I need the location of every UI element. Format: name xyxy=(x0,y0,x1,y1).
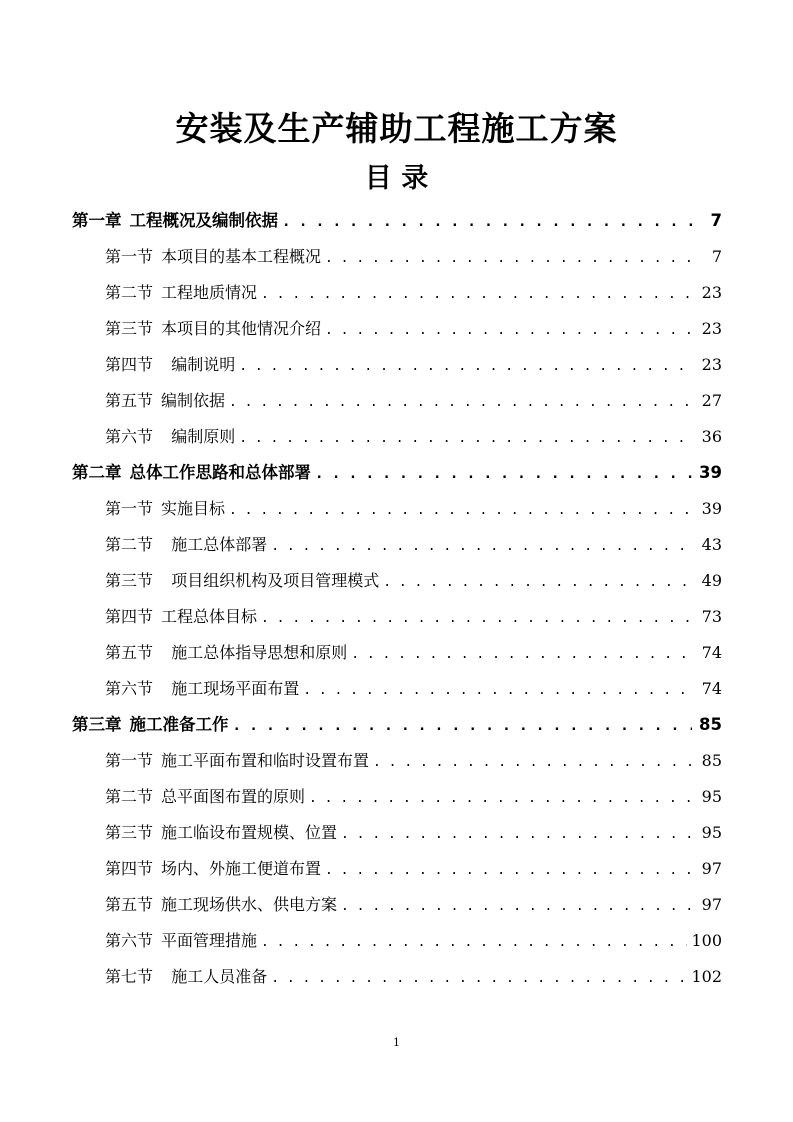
toc-entry-title: 总体工作思路和总体部署 xyxy=(129,463,311,482)
toc-chapter-entry[interactable] xyxy=(72,711,722,739)
toc-section-entry[interactable] xyxy=(105,567,722,595)
toc-entry-number: 第二章 xyxy=(72,463,122,482)
toc-dot-leader xyxy=(383,569,692,595)
toc-dot-leader xyxy=(325,857,692,883)
toc-entry-title: 编制依据 xyxy=(161,391,226,410)
toc-entry-page: 102 xyxy=(691,967,722,986)
toc-entry-text xyxy=(105,675,299,703)
toc-entry-text xyxy=(72,711,229,739)
toc-section-entry[interactable] xyxy=(105,783,722,811)
toc-entry-text xyxy=(105,423,235,451)
toc-entry-number: 第五节 xyxy=(105,643,154,662)
toc-entry-page: 74 xyxy=(701,643,722,662)
toc-section-entry[interactable] xyxy=(105,927,722,955)
toc-entry-number: 第四节 xyxy=(105,355,154,374)
toc-entry-text xyxy=(72,459,311,487)
toc-entry-title: 工程地质情况 xyxy=(161,283,258,302)
toc-entry-text xyxy=(105,279,257,307)
toc-section-entry[interactable] xyxy=(105,855,722,883)
toc-entry-page: 43 xyxy=(701,535,722,554)
toc-entry-title: 本项目的其他情况介绍 xyxy=(161,319,322,338)
toc-section-entry[interactable] xyxy=(105,495,722,523)
toc-dot-leader xyxy=(315,460,692,487)
toc-section-entry[interactable] xyxy=(105,963,722,991)
toc-entry-page: 73 xyxy=(701,607,722,626)
toc-entry-title: 编制说明 xyxy=(161,355,236,374)
toc-entry-title: 编制原则 xyxy=(161,427,236,446)
toc-entry-number: 第四节 xyxy=(105,607,154,626)
toc-entry-text xyxy=(105,819,337,847)
toc-entry-page: 23 xyxy=(701,355,722,374)
toc-section-entry[interactable] xyxy=(105,639,722,667)
toc-entry-number: 第三节 xyxy=(105,571,154,590)
toc-entry-page: 95 xyxy=(701,787,722,806)
toc-section-entry[interactable] xyxy=(105,891,722,919)
toc-entry-text xyxy=(105,783,305,811)
toc-dot-leader xyxy=(229,497,692,523)
toc-entry-page: 97 xyxy=(701,859,722,878)
page-number: 1 xyxy=(393,1036,400,1049)
toc-section-entry[interactable] xyxy=(105,387,722,415)
toc-entry-number: 第五节 xyxy=(105,895,154,914)
toc-entry-page: 36 xyxy=(701,427,722,446)
toc-chapter-entry[interactable] xyxy=(72,207,722,235)
toc-entry-title: 施工人员准备 xyxy=(161,967,268,986)
toc-entry-page: 39 xyxy=(699,463,722,482)
toc-section-entry[interactable] xyxy=(105,603,722,631)
toc-chapter-entry[interactable] xyxy=(72,459,722,487)
toc-entry-text xyxy=(105,495,225,523)
toc-entry-page: 7 xyxy=(711,247,722,266)
toc-dot-leader xyxy=(373,749,692,775)
document-title: 安装及生产辅助工程施工方案 xyxy=(175,109,618,148)
toc-entry-text xyxy=(105,531,267,559)
toc-entry-page: 100 xyxy=(691,931,722,950)
toc-entry-page: 95 xyxy=(701,823,722,842)
toc-entry-number: 第一节 xyxy=(105,499,154,518)
toc-entry-page: 23 xyxy=(701,319,722,338)
toc-entry-title: 施工临设布置规模、位置 xyxy=(161,823,338,842)
toc-entry-number: 第一节 xyxy=(105,751,154,770)
toc-dot-leader xyxy=(239,353,692,379)
toc-entry-text xyxy=(105,639,347,667)
toc-entry-title: 施工准备工作 xyxy=(129,715,229,734)
toc-entry-number: 第一章 xyxy=(72,211,122,230)
toc-entry-number: 第五节 xyxy=(105,391,154,410)
toc-entry-page: 23 xyxy=(701,283,722,302)
toc-entry-text xyxy=(105,351,235,379)
toc-entry-page: 7 xyxy=(710,211,722,230)
toc-dot-leader xyxy=(309,785,692,811)
toc-entry-text xyxy=(105,567,379,595)
toc-entry-text xyxy=(105,747,369,775)
toc-entry-title: 项目组织机构及项目管理模式 xyxy=(161,571,380,590)
toc-dot-leader xyxy=(233,712,693,739)
toc-entry-title: 平面管理措施 xyxy=(161,931,258,950)
toc-dot-leader xyxy=(282,208,692,235)
toc-section-entry[interactable] xyxy=(105,675,722,703)
toc-dot-leader xyxy=(271,533,692,559)
toc-entry-text xyxy=(105,387,225,415)
toc-entry-page: 85 xyxy=(699,715,722,734)
toc-dot-leader xyxy=(261,281,692,307)
toc-entry-page: 27 xyxy=(701,391,722,410)
toc-entry-text xyxy=(105,315,321,343)
toc-entry-number: 第六节 xyxy=(105,679,154,698)
toc-entry-title: 总平面图布置的原则 xyxy=(161,787,306,806)
toc-entry-title: 场内、外施工便道布置 xyxy=(161,859,322,878)
toc-entry-page: 49 xyxy=(701,571,722,590)
toc-entry-number: 第六节 xyxy=(105,427,154,446)
toc-section-entry[interactable] xyxy=(105,279,722,307)
toc-entry-text xyxy=(105,963,267,991)
toc-entry-page: 85 xyxy=(701,751,722,770)
toc-dot-leader xyxy=(325,317,692,343)
toc-entry-title: 工程总体目标 xyxy=(161,607,258,626)
toc-entry-number: 第二节 xyxy=(105,283,154,302)
toc-dot-leader xyxy=(303,677,692,703)
toc-heading: 目 录 xyxy=(364,163,429,194)
toc-entry-title: 施工平面布置和临时设置布置 xyxy=(161,751,370,770)
toc-entry-number: 第三章 xyxy=(72,715,122,734)
toc-dot-leader xyxy=(239,425,692,451)
toc-entry-title: 工程概况及编制依据 xyxy=(129,211,278,230)
toc-section-entry[interactable] xyxy=(105,351,722,379)
toc-dot-leader xyxy=(351,641,692,667)
toc-entry-text xyxy=(105,927,257,955)
toc-entry-number: 第七节 xyxy=(105,967,154,986)
toc-entry-title: 本项目的基本工程概况 xyxy=(161,247,322,266)
toc-dot-leader xyxy=(261,605,692,631)
toc-dot-leader xyxy=(271,965,687,991)
toc-dot-leader xyxy=(325,245,692,271)
toc-dot-leader xyxy=(341,893,692,919)
toc-dot-leader xyxy=(261,929,687,955)
toc-section-entry[interactable] xyxy=(105,243,722,271)
toc-entry-title: 施工总体指导思想和原则 xyxy=(161,643,348,662)
toc-section-entry[interactable] xyxy=(105,315,722,343)
toc-entry-number: 第一节 xyxy=(105,247,154,266)
toc-entry-text xyxy=(72,207,278,235)
toc-dot-leader xyxy=(341,821,692,847)
toc-entry-number: 第二节 xyxy=(105,787,154,806)
toc-entry-number: 第三节 xyxy=(105,319,154,338)
toc-entry-number: 第四节 xyxy=(105,859,154,878)
toc-entry-title: 实施目标 xyxy=(161,499,226,518)
toc-dot-leader xyxy=(229,389,692,415)
toc-entry-page: 74 xyxy=(701,679,722,698)
toc-entry-title: 施工总体部署 xyxy=(161,535,268,554)
toc-entry-title: 施工现场供水、供电方案 xyxy=(161,895,338,914)
toc-section-entry[interactable] xyxy=(105,819,722,847)
toc-entry-text xyxy=(105,603,257,631)
toc-entry-page: 97 xyxy=(701,895,722,914)
toc-entry-page: 39 xyxy=(701,499,722,518)
toc-entry-text xyxy=(105,891,337,919)
toc-entry-text xyxy=(105,855,321,883)
toc-section-entry[interactable] xyxy=(105,747,722,775)
toc-entry-text xyxy=(105,243,321,271)
toc-entry-number: 第六节 xyxy=(105,931,154,950)
toc-entry-number: 第二节 xyxy=(105,535,154,554)
toc-section-entry[interactable] xyxy=(105,531,722,559)
toc-entry-title: 施工现场平面布置 xyxy=(161,679,300,698)
toc-entry-number: 第三节 xyxy=(105,823,154,842)
toc-section-entry[interactable] xyxy=(105,423,722,451)
